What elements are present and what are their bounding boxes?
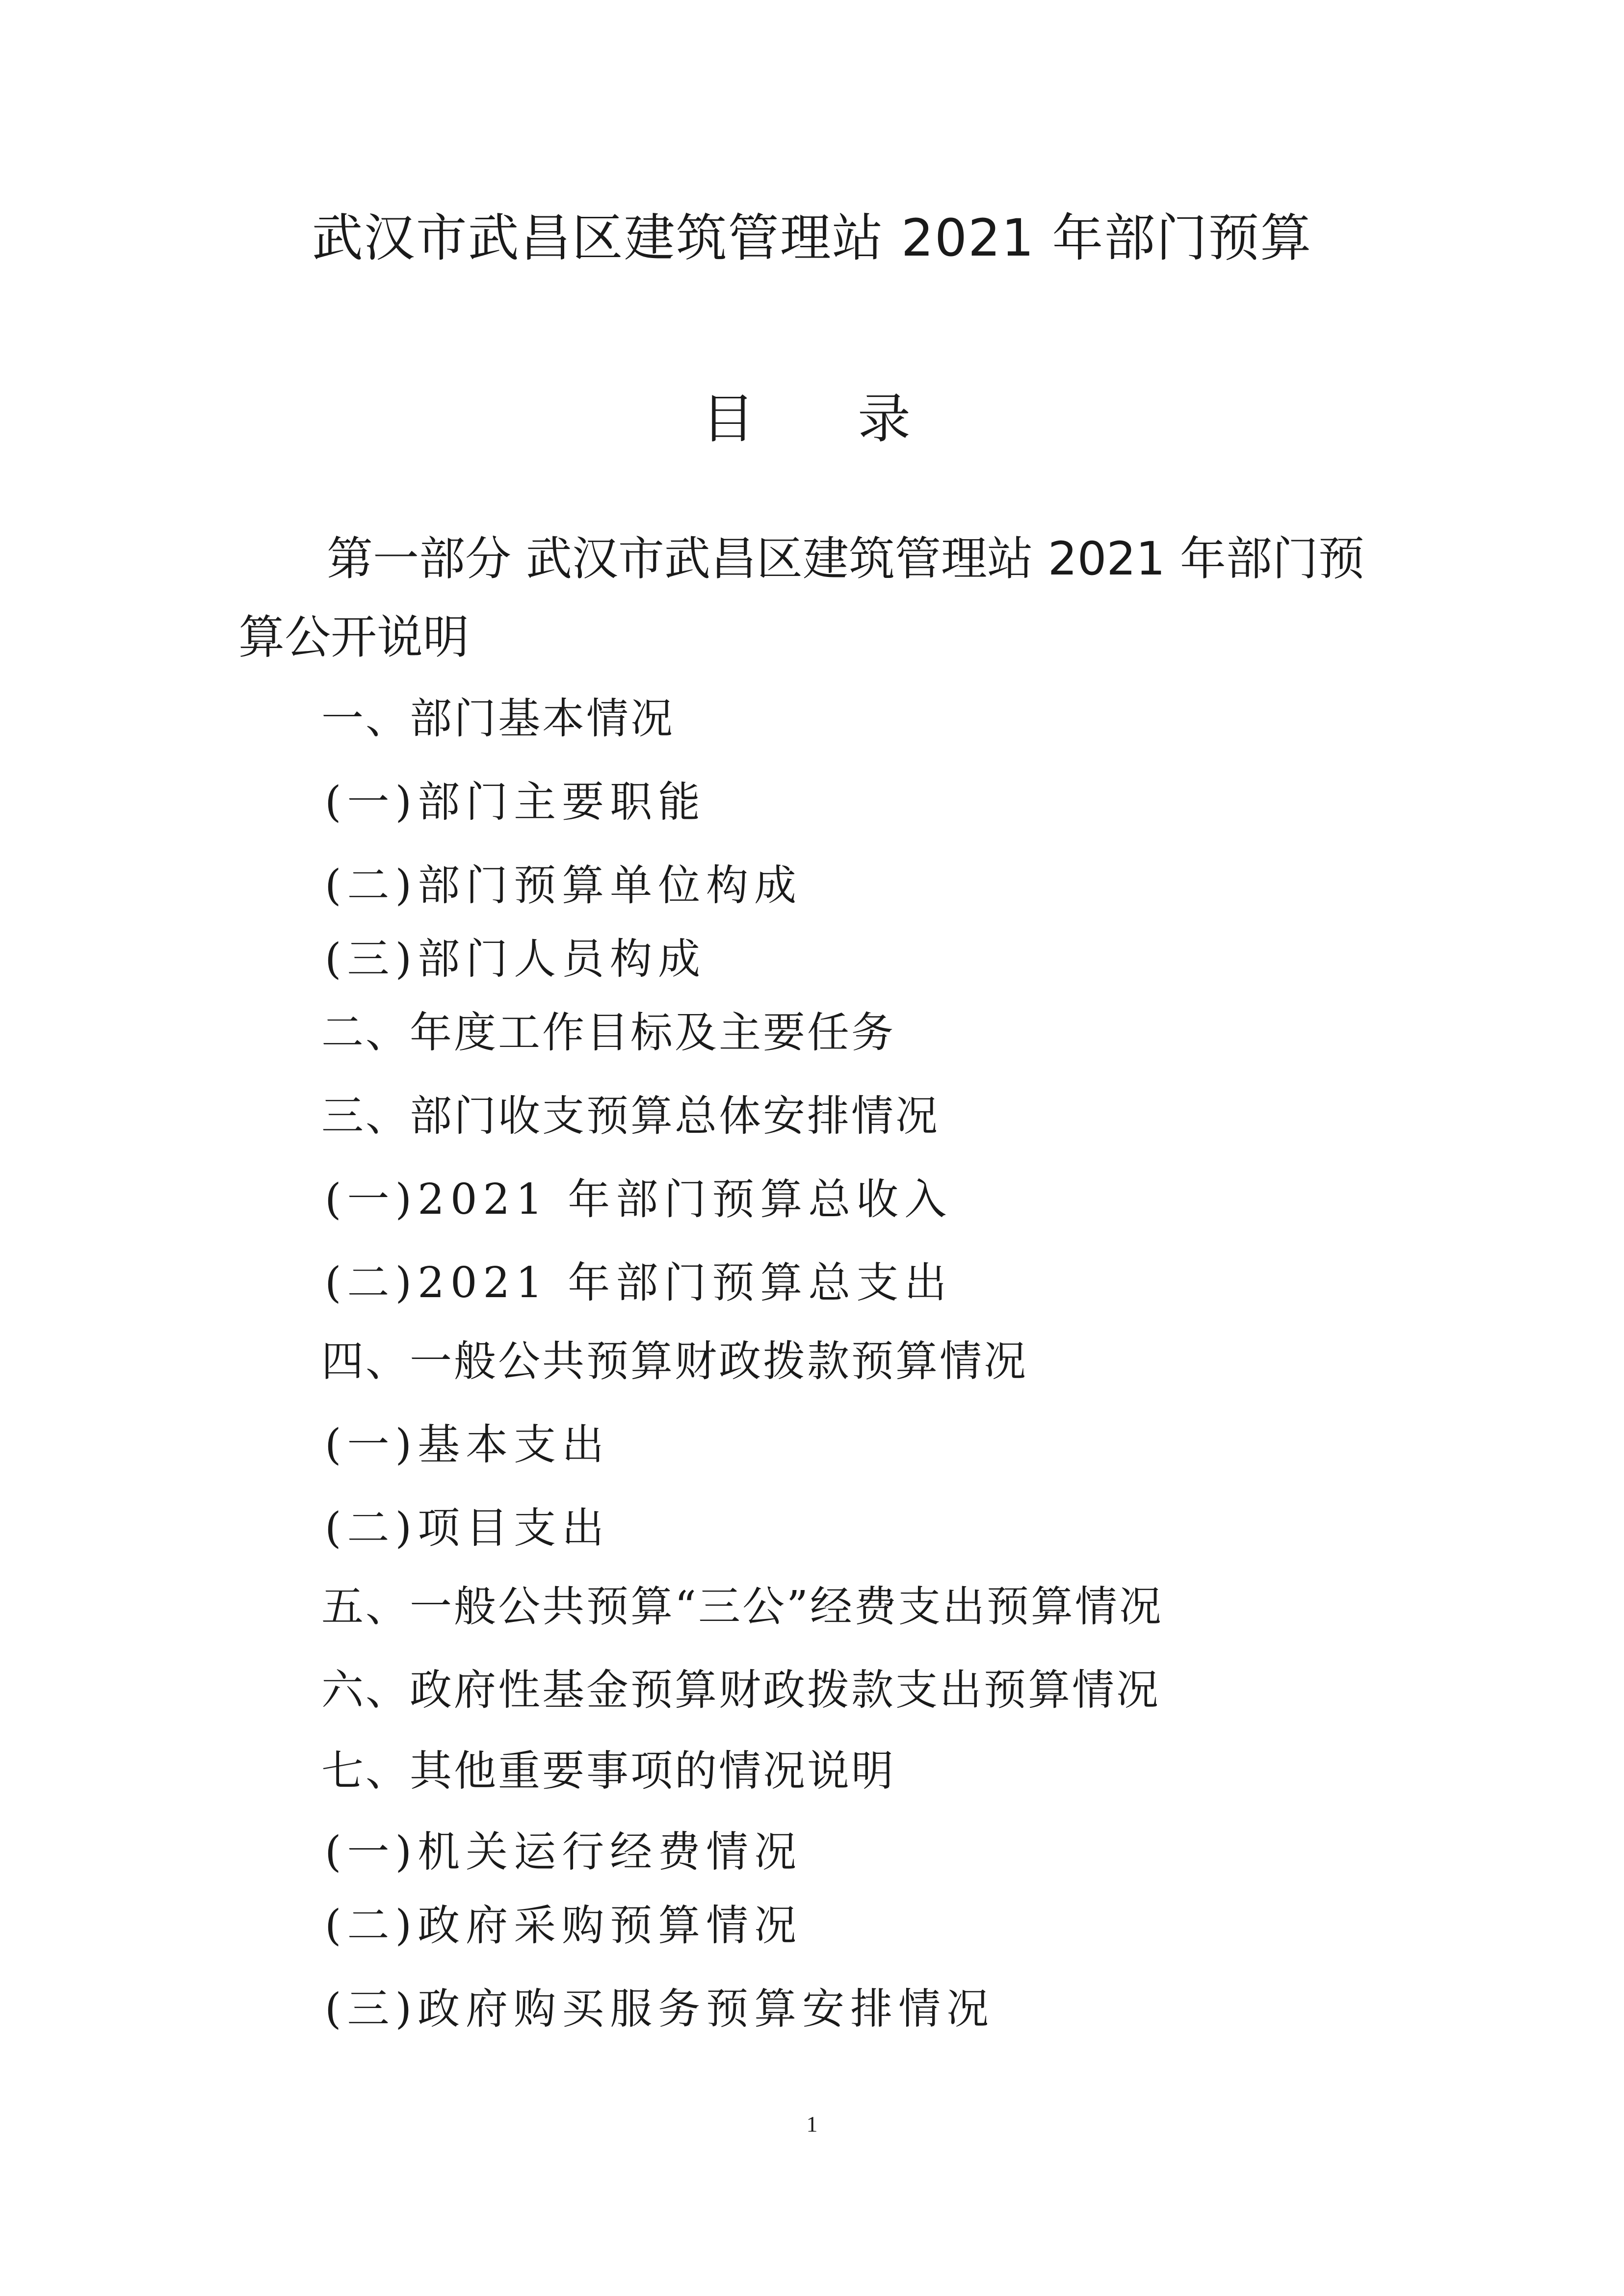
part-heading: 第一部分 武汉市武昌区建筑管理站 2021 年部门预算公开说明 [238,532,1364,664]
toc-item: 三、部门收支预算总体安排情况 [321,1092,940,1141]
toc-item: (一)基本支出 [325,1420,610,1469]
toc-item: 七、其他重要事项的情况说明 [321,1747,895,1796]
toc-item: 五、一般公共预算“三公”经费支出预算情况 [321,1582,1163,1631]
toc-item: (二)部门预算单位构成 [325,861,803,910]
toc-item: (三)政府购买服务预算安排情况 [325,1984,995,2034]
toc-item: (一)机关运行经费情况 [325,1827,803,1877]
toc-heading: 目录 [702,389,1014,450]
document-title: 武汉市武昌区建筑管理站 2021 年部门预算 [312,208,1312,268]
toc-item: (一)2021 年部门预算总收入 [325,1175,953,1224]
toc-item: 四、一般公共预算财政拨款预算情况 [321,1337,1028,1386]
toc-item: (一)部门主要职能 [325,778,707,827]
toc-item: (三)部门人员构成 [325,935,707,984]
toc-item: 一、部门基本情况 [321,694,675,743]
toc-item: (二)项目支出 [325,1504,610,1553]
toc-item: (二)2021 年部门预算总支出 [325,1258,953,1307]
page-number: 1 [806,2112,818,2137]
toc-item: 二、年度工作目标及主要任务 [321,1008,895,1057]
toc-item: 六、政府性基金预算财政拨款支出预算情况 [321,1666,1160,1715]
toc-item: (二)政府采购预算情况 [325,1901,803,1950]
